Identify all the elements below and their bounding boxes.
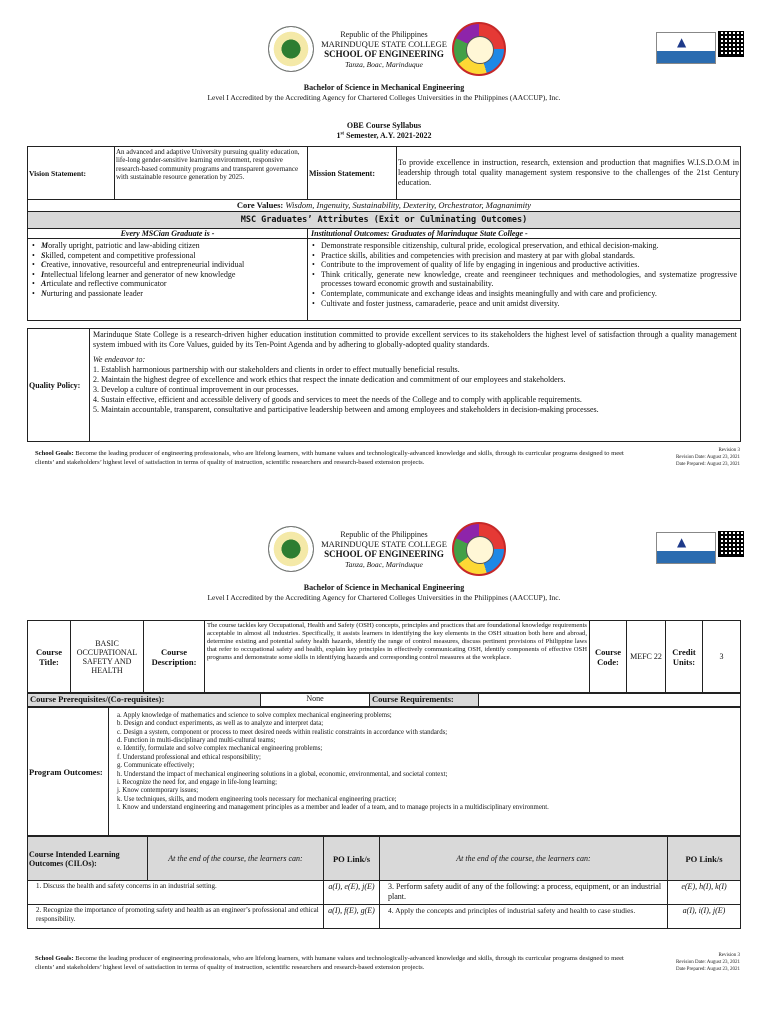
program-outcome-item: i. Recognize the need for, and engage in life-long learning;: [117, 778, 277, 786]
endeavor-item: 2. Maintain the highest degree of excellence and work ethics that respect the innate dedication and commitment of our employees and stakeholders.: [93, 375, 566, 384]
graduate-attribute-item: • Articulate and reflective communicator: [41, 279, 304, 289]
cilo-2: 2. Recognize the importance of promoting safety and health as an engineer’s professional and ethical responsibility.: [28, 905, 324, 929]
po-link-head-left: PO Link/s: [324, 837, 380, 881]
school-name: SCHOOL OF ENGINEERING: [324, 549, 444, 559]
program-outcomes-label: Program Outcomes:: [28, 708, 109, 836]
program-outcome-item: l. Know and understand engineering and management principles as a member and leader of a team, and to manage projects in a multidisciplinary environment.: [117, 803, 549, 811]
cilo-label: Course Intended Learning Outcomes (CILOs):: [28, 837, 148, 881]
syllabus-title: OBE Course Syllabus: [346, 121, 422, 130]
credit-units-value: 3: [703, 621, 741, 693]
program-outcome-item: g. Communicate effectively;: [117, 762, 195, 770]
certification-badge-icon: ▲: [656, 532, 716, 564]
program-outcome-item: h. Understand the impact of mechanical engineering solutions in a global, economic, environmental, and societal context;: [117, 770, 448, 778]
endeavor-item: 4. Sustain effective, efficient and accessible delivery of goods and services to meet the needs of the College and to comply with applicable requirements.: [93, 395, 582, 404]
program-title: Bachelor of Science in Mechanical Engineering: [303, 583, 465, 592]
quality-policy-text: Marinduque State College is a research-driven higher education institution committed to provide excellent services to its stakeholders the highest level of satisfaction through a quality management system imbued with its Core Values, guided by its Ten-Point Agenda and by adhering to globally-adopted quality standards.: [93, 330, 737, 349]
accreditation-text: Level I Accredited by the Accrediting Agency for Chartered Colleges Universities in the Philippines (AACCUP), Inc.: [207, 93, 561, 102]
vision-label: Vision Statement:: [28, 147, 115, 200]
cilo-1-po: a(I), e(E), j(E): [324, 881, 380, 905]
course-desc-label: Course Description:: [144, 621, 205, 693]
program-outcome-item: e. Identify, formulate and solve complex mechanical engineering problems;: [117, 745, 323, 753]
prereq-label: Course Prerequisites/(Co-requisites):: [28, 694, 261, 707]
course-code-value: MEFC 22: [627, 621, 666, 693]
program-outcome-item: d. Function in multi-disciplinary and multi-cultural teams;: [117, 737, 276, 745]
page-header: [0, 0, 768, 102]
mission-label: Mission Statement:: [308, 147, 397, 200]
syllabus-page-2: [0, 500, 768, 972]
college-name: MARINDUQUE STATE COLLEGE: [321, 39, 447, 49]
course-code-label: Course Code:: [590, 621, 627, 693]
course-title-label: Course Title:: [28, 621, 71, 693]
institutional-outcome-item: • Contemplate, communicate and exchange ideas and insights meaningfully and with care and proficiency.: [321, 289, 737, 299]
revision-info: Revision 3 Revision Date: August 23, 2021 Date Prepared: August 23, 2021: [675, 448, 740, 467]
school-name: SCHOOL OF ENGINEERING: [324, 49, 444, 59]
page-header: [0, 500, 768, 602]
cilo-head-left: At the end of the course, the learners can:: [148, 837, 324, 881]
graduate-attribute-item: • Morally upright, patriotic and law-abiding citizen: [41, 241, 304, 251]
graduate-attribute-item: • Intellectual lifelong learner and generator of new knowledge: [41, 270, 304, 280]
cilo-1: 1. Discuss the health and safety concerns in an industrial setting.: [28, 881, 324, 905]
institutional-outcome-item: • Think critically, generate new knowledge, create and reengineer techniques and methodologies, and systematize progressive processes toward economic growth and sustainability.: [321, 270, 737, 289]
program-outcome-item: b. Design and conduct experiments, as well as to analyze and interpret data;: [117, 720, 324, 728]
endeavor-text: We endeavor to:: [93, 355, 146, 364]
institutional-outcome-item: • Practice skills, abilities and competencies with precision and mastery at par with global standards.: [321, 251, 737, 261]
core-values-row: Core Values: Wisdom, Ingenuity, Sustainability, Dexterity, Orchestrator, Magnanimity: [28, 200, 741, 212]
cilo-row: [28, 905, 741, 929]
course-info-table: [27, 620, 741, 693]
program-outcome-item: j. Know contemporary issues;: [117, 787, 199, 795]
mission-text: To provide excellence in instruction, research, extension and production that magnifies W.I.S.D.O.M in leadership through total quality management system responsive to the challenges of the 21st Century education.: [397, 147, 741, 200]
col-right-heading: Institutional Outcomes: Graduates of Marinduque State College -: [308, 229, 741, 239]
vision-text: An advanced and adaptive University pursuing quality education, life-long gender-sensitive learning environment, responsive research-based community programs and transparent governance with sustainable resource generation by 2025.: [115, 147, 308, 200]
quality-policy-label: Quality Policy:: [28, 329, 90, 442]
program-title: Bachelor of Science in Mechanical Engineering: [303, 83, 465, 92]
institutional-outcome-item: • Cultivate and foster justness, camaraderie, peace and unit amidst diversity.: [321, 299, 737, 309]
cilo-row: [28, 881, 741, 905]
course-desc-text: The course tackles key Occupational, Health and Safety (OSH) concepts, principles and practices that are foundational knowledge requirements acceptable in almost all industries. Specifically, it assists learners in identifying the key elements in the OSH situation both here and abroad, determine existing and potential safety health hazards, identify the range of control measures, discuss pertinent provisions of Philippine laws that refer to occupational safety and health, explain key principles in effectively communicating OSH, identify components of effective OSH programs and demonstrate some skills in identifying hazards and corresponding control measures at the workplace.: [205, 621, 590, 693]
attributes-heading: MSC Graduates’ Attributes (Exit or Culminating Outcomes): [28, 212, 741, 229]
col-left-heading: Every MSCian Graduate is -: [28, 229, 308, 239]
course-title-value: BASIC OCCUPATIONAL SAFETY AND HEALTH: [71, 621, 144, 693]
endeavor-item: 1. Establish harmonious partnership with our stakeholders and clients in order to effect mutually beneficial results.: [93, 365, 460, 374]
po-link-head-right: PO Link/s: [668, 837, 741, 881]
institutional-outcome-item: • Contribute to the improvement of quality of life by engaging in ingenious and productive activities.: [321, 260, 737, 270]
cilo-head-right: At the end of the course, the learners can:: [380, 837, 668, 881]
prereq-value: None: [261, 694, 370, 707]
program-outcome-item: k. Use techniques, skills, and modern engineering tools necessary for mechanical engineering practice;: [117, 795, 397, 803]
institutional-outcomes: [308, 239, 741, 321]
school-goals: School Goals: Become the leading producer of engineering professionals, who are lifelong learners, with humane values and technologically-advanced knowledge and skills, through its curricular programs designed to meet clients’ and stakeholders’ highest level of satisfaction in terms of quality of instruction, scientific researchers and research-based extension projects.: [35, 450, 624, 466]
quality-policy-body: [90, 329, 741, 442]
requirements-value: [479, 694, 741, 707]
location-text: Tanza, Boac, Marinduque: [345, 560, 423, 569]
program-outcome-item: f. Understand professional and ethical responsibility;: [117, 753, 261, 761]
credit-units-label: Credit Units:: [666, 621, 703, 693]
endeavor-item: 5. Maintain accountable, transparent, consultative and participative leadership between and among employees and stakeholders in decision-making processes.: [93, 405, 599, 414]
semester-text: 1st Semester, A.Y. 2021-2022: [336, 131, 432, 140]
cilo-3-po: e(E), h(I), k(I): [668, 881, 741, 905]
location-text: Tanza, Boac, Marinduque: [345, 60, 423, 69]
vision-mission-table: [27, 146, 741, 321]
program-outcome-item: c. Design a system, component or process to meet desired needs within realistic constraints in accordance with standards;: [117, 728, 448, 736]
republic-text: Republic of the Philippines: [340, 30, 428, 39]
cilo-4-po: a(I), i(I), j(E): [668, 905, 741, 929]
program-outcome-item: a. Apply knowledge of mathematics and science to solve complex mechanical engineering problems;: [117, 712, 392, 719]
program-outcomes-table: [27, 707, 741, 836]
syllabus-page-1: [0, 0, 768, 467]
prereq-table: [27, 693, 741, 707]
requirements-label: Course Requirements:: [370, 694, 479, 707]
college-name: MARINDUQUE STATE COLLEGE: [321, 539, 447, 549]
quality-policy-table: [27, 328, 741, 442]
graduate-attribute-item: • Nurturing and passionate leader: [41, 289, 304, 299]
cilo-2-po: a(I), f(E), g(E): [324, 905, 380, 929]
graduate-attributes: [28, 239, 308, 321]
accreditation-text: Level I Accredited by the Accrediting Agency for Chartered Colleges Universities in the Philippines (AACCUP), Inc.: [207, 593, 561, 602]
graduate-attribute-item: • Creative, innovative, resourceful and entrepreneurial individual: [41, 260, 304, 270]
endeavor-item: 3. Develop a culture of continual improvement in our processes.: [93, 385, 299, 394]
revision-info: Revision 3 Revision Date: August 23, 2021 Date Prepared: August 23, 2021: [675, 953, 740, 972]
program-outcomes-list: [109, 708, 741, 836]
cilo-table: [27, 836, 741, 929]
cilo-4: 4. Apply the concepts and principles of industrial safety and health to case studies.: [380, 905, 668, 929]
cilo-3: 3. Perform safety audit of any of the following: a process, equipment, or an industrial plant.: [380, 881, 668, 905]
institutional-outcome-item: • Demonstrate responsible citizenship, cultural pride, ecological preservation, and ethical decision-making.: [321, 241, 737, 251]
republic-text: Republic of the Philippines: [340, 530, 428, 539]
certification-badge-icon: ▲: [656, 32, 716, 64]
school-goals: School Goals: Become the leading producer of engineering professionals, who are lifelong learners, with humane values and technologically-advanced knowledge and skills, through its curricular programs designed to meet clients’ and stakeholders’ highest level of satisfaction in terms of quality of instruction, scientific researchers and research-based extension projects.: [35, 955, 624, 971]
graduate-attribute-item: • Skilled, competent and competitive professional: [41, 251, 304, 261]
